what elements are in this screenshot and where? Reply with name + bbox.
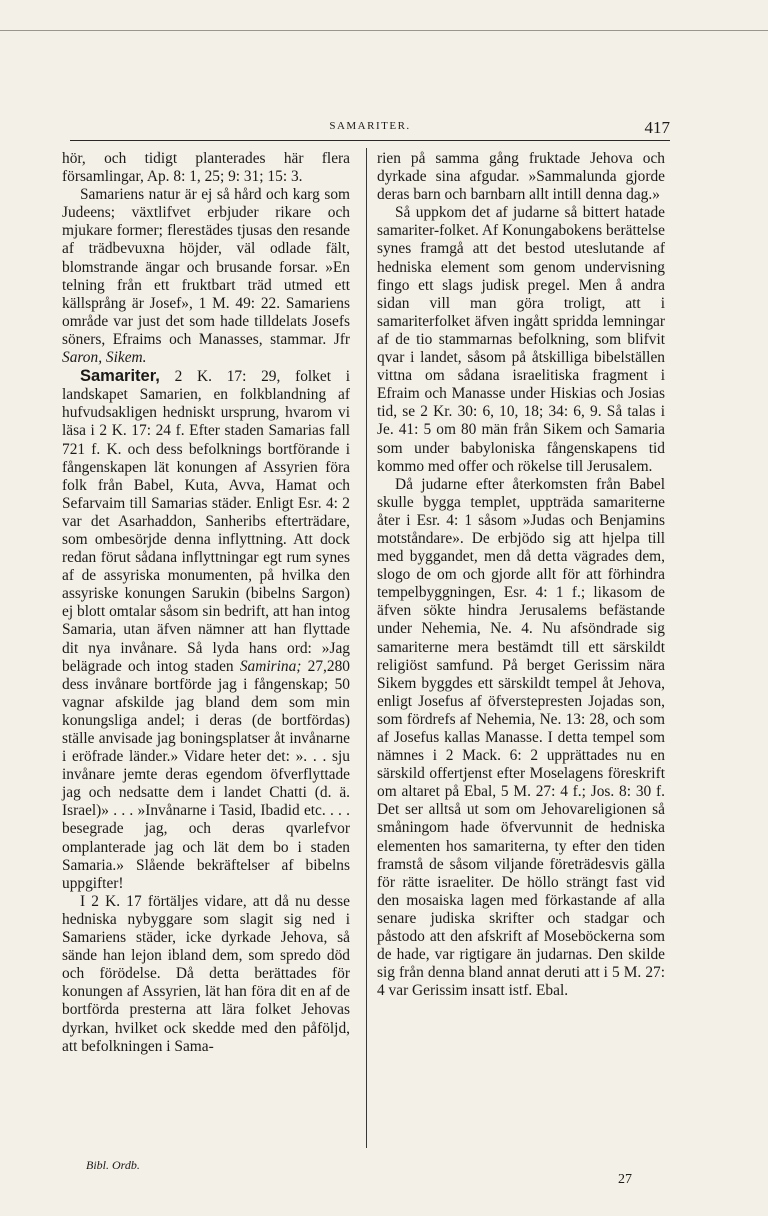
cross-reference: Saron, Sikem. [62, 349, 147, 367]
running-title: SAMARITER. [329, 120, 411, 132]
entry-text: 2 K. 17: 29, folket i landskapet Samarien, en folkblandning af hufvudsakligen hedniskt ursprung, hvarom vi läsa i 2 K. 17: 24 f. Efter staden Samarias fall 721 f. K. och dess befolknings bortförande i fångenskapen lät konungen af Assyrien föra folk från Babel, Kuta, Avva, Hamat och Sefarvaim till Samarias städer. Enligt Esr. 4: 2 var det Asarhaddon, Sanheribs efterträdare, som ombesörjde denna inflyttning. Att dock redan förut sådana inflyttningar egt rum synes af de assyriska monumenten, på hvilka den assyriske konungen Sarukin (bibelns Sargon) ej blott omtalar såsom sin bedrift, att han intog Samaria, utan äfven nämner att han flyttade dit nya invånare. Så lyda hans ord: »Jag belägrade och intog staden [62, 368, 350, 675]
paragraph: rien på samma gång fruktade Jehova och dyrkade sina afgudar. »Sammalunda gjorde deras barn och barnbarn allt intill denna dag.» [377, 150, 665, 204]
left-column [62, 150, 350, 1056]
paragraph: Då judarne efter återkomsten från Babel skulle bygga templet, uppträda samariterne åter i Esr. 4: 1 såsom »Judas och Benjamins motståndare». De erbjödo sig att hjelpa till med byggandet, men då detta vägrades dem, slogo de om och gjorde allt för att förhindra tempelbyggningen, Esr. 4: 1 f.; likasom de äfven sökte hindra Jerusalems befästande under Nehemia, Ne. 4. Nu afsöndrade sig samariterne mera bestämdt till ett särskildt religiöst samfund. På berget Gerissim nära Sikem byggdes ett särskildt tempel åt Jehova, enligt Josefus af öfverstepresten Jojadas son, som fördrefs af Nehemia, Ne. 13: 28, och som af Josefus kallas Manasse. I detta tempel som nämnes i 2 Mack. 6: 2 upprättades nu en särskild offertjenst efter Moselagens föreskrift om altaret på Ebal, 5 M. 27: 4 f.; Jos. 8: 30 f. Det ser alltså ut som om Jehovareligionen så småningom hade öfvervunnit de hedniska elementen hos samariterna, ty efter den tiden framstå de såsom viljande företrädesvis gälla för rätte israeliter. De höllo strängt fast vid den mosaiska lagen med förkastande af alla senare judiska skrifter och stadgar och påstodo att den afskrift af Moseböckerna som de hade, var rigtigare än judarnas. Den skilde sig från denna bland annat deruti att i 5 M. 27: 4 var Gerissim insatt istf. Ebal. [377, 475, 665, 1000]
paragraph [62, 186, 350, 367]
paragraph: hör, och tidigt planterades här flera församlingar, Ap. 8: 1, 25; 9: 31; 15: 3. [62, 150, 350, 186]
entry-headword: Samariter, [80, 367, 160, 386]
page-header [70, 118, 670, 142]
paragraph: I 2 K. 17 förtäljes vidare, att då nu desse hedniska nybyggare som slagit sig ned i Samariens städer, icke dyrkade Jehova, så sände han lejon ibland dem, som spredo död och förödelse. Då detta berättades för konungen af Assyrien, lät han föra dit en af de bortförda presterna att lära folket Jehovas dyrkan, hvilket ock skedde med den påföljd, att befolkningen i Sama- [62, 892, 350, 1055]
top-scan-rule [0, 30, 768, 31]
entry-text-continued: 27,280 dess invånare bortförde jag i fångenskap; 50 vagnar afskilde jag bland dem som min konungsliga andel; i deras (de bortfördas) ställe anvisade jag boningsplatser åt invånarne i eröfrade länder.» Vidare heter det: ». . . sju invånare jemte deras egendom öfverflyttade jag och nedsatte dem i landet Chatti (d. ä. Israel)» . . . »Invånarne i Tasid, Ibadid etc. . . . besegrade jag, och deras qvarlefvor omplanterade jag och lät dem bo i staden Samaria.» Slående bekräftelser af bibelns uppgifter! [62, 657, 350, 892]
right-column [377, 150, 665, 1000]
page-number: 417 [644, 118, 670, 137]
city-name: Samirina; [239, 657, 302, 675]
column-divider [366, 148, 367, 1148]
paragraph: Så uppkom det af judarne så bittert hatade samariter-folket. Af Konungabokens berättelse synes framgå att det bestod uteslutande af hedniska element som genom undervisning fingo ett slags judisk pregel. Men å andra sidan vill man göra troligt, att i samariterfolket äfven ingått spridda lemningar af de tio stammarnas befolkning, som blifvit qvar i landet, såsom på åtskilliga bibelställen vittna om sådana israelitiska fragment i Efraim och Manasse under Hiskias och Josias tid, se 2 Kr. 30: 6, 10, 18; 34: 6, 9. Så talas i Je. 41: 5 om 80 män från Sikem och Samaria som under babyloniska fångenskapens tid kommo med offer och rökelse till Jerusalem. [377, 204, 665, 475]
header-rule [70, 140, 670, 141]
sheet-number: 27 [618, 1172, 632, 1187]
dictionary-entry [62, 367, 350, 893]
signature-mark: Bibl. Ordb. [86, 1158, 140, 1172]
paragraph-text: Samariens natur är ej så hård och karg som Judeens; växtlifvet erbjuder rikare och mjukare former; flerestädes tjusas den resande af trädbevuxna höjder, väl odlade fält, blomstrande ängar och brusande forsar. »En telning från ett fruktbart träd utmed ett källsprång är Josef», 1 M. 49: 22. Samariens område var just det som hade tilldelats Josefs söners, Efraims och Manasses, stammar. Jfr [62, 186, 350, 348]
